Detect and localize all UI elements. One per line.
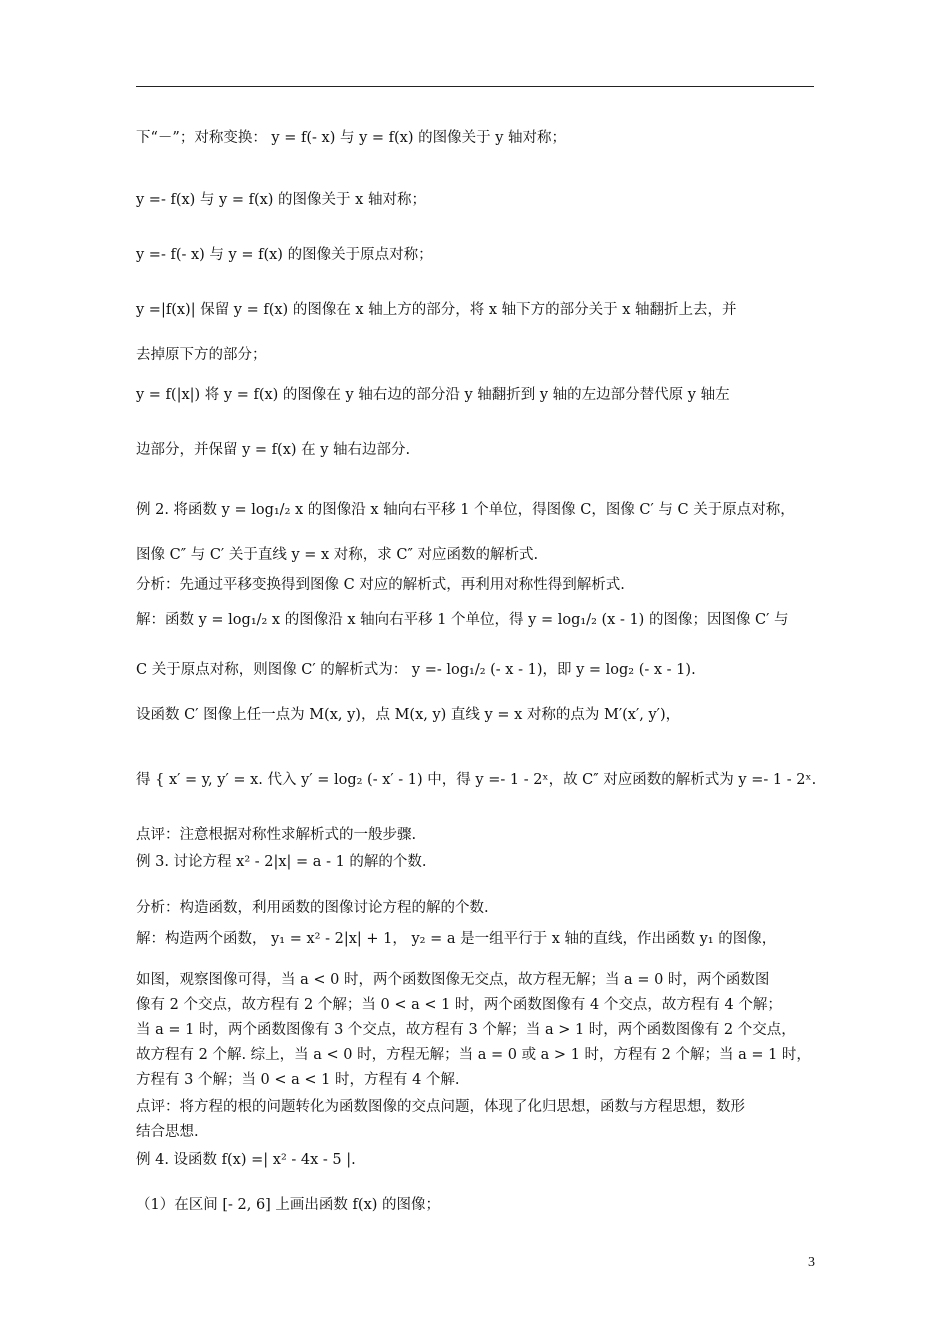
text-line: 去掉原下方的部分； — [136, 347, 267, 363]
text-line: 边部分，并保留 y = f(x) 在 y 轴右边部分. — [136, 442, 411, 458]
text-line: 解：函数 y = log₁/₂ x 的图像沿 x 轴向右平移 1 个单位，得 y = log₁/₂ (x - 1) 的图像；因图像 C′ 与 — [136, 612, 789, 628]
text-line: 点评：将方程的根的问题转化为函数图像的交点问题，体现了化归思想，函数与方程思想，数形 — [136, 1099, 745, 1115]
text-line: 方程有 3 个解；当 0 < a < 1 时，方程有 4 个解. — [136, 1072, 460, 1088]
text-line: 例 3. 讨论方程 x² - 2|x| = a - 1 的解的个数. — [136, 854, 427, 870]
text-line: 故方程有 2 个解. 综上，当 a < 0 时，方程无解；当 a = 0 或 a > 1 时，方程有 2 个解；当 a = 1 时， — [136, 1047, 811, 1063]
text-line: 点评：注意根据对称性求解析式的一般步骤. — [136, 827, 417, 843]
text-line: 分析：先通过平移变换得到图像 C 对应的解析式，再利用对称性得到解析式. — [136, 577, 625, 593]
text-line: y = f(|x|) 将 y = f(x) 的图像在 y 轴右边的部分沿 y 轴翻折到 y 轴的左边部分替代原 y 轴左 — [136, 387, 730, 403]
text-line: 分析：构造函数，利用函数的图像讨论方程的解的个数. — [136, 900, 489, 916]
header-rule — [136, 86, 814, 87]
text-line: 像有 2 个交点，故方程有 2 个解；当 0 < a < 1 时，两个函数图像有 4 个交点，故方程有 4 个解； — [136, 997, 782, 1013]
text-line: y =|f(x)| 保留 y = f(x) 的图像在 x 轴上方的部分，将 x 轴下方的部分关于 x 轴翻折上去，并 — [136, 302, 737, 318]
text-line: （1）在区间 [- 2, 6] 上画出函数 f(x) 的图像； — [136, 1197, 441, 1213]
text-line: 当 a = 1 时，两个函数图像有 3 个交点，故方程有 3 个解；当 a > 1 时，两个函数图像有 2 个交点， — [136, 1022, 796, 1038]
text-line: 例 2. 将函数 y = log₁/₂ x 的图像沿 x 轴向右平移 1 个单位，得图像 C，图像 C′ 与 C 关于原点对称， — [136, 502, 795, 518]
page-number: 3 — [808, 1255, 815, 1270]
text-line: 图像 C″ 与 C′ 关于直线 y = x 对称，求 C″ 对应函数的解析式. — [136, 547, 539, 563]
text-line: C 关于原点对称，则图像 C′ 的解析式为： y =- log₁/₂ (- x - 1)，即 y = log₂ (- x - 1). — [136, 662, 696, 678]
text-line: 结合思想. — [136, 1124, 199, 1140]
text-line: y =- f(- x) 与 y = f(x) 的图像关于原点对称； — [136, 247, 433, 263]
text-line: 得 { x′ = y, y′ = x. 代入 y′ = log₂ (- x′ - 1) 中，得 y =- 1 - 2ˣ，故 C″ 对应函数的解析式为 y =- 1 - 2ˣ. — [136, 772, 817, 788]
text-line: y =- f(x) 与 y = f(x) 的图像关于 x 轴对称； — [136, 192, 426, 208]
text-line: 下“－”；对称变换： y = f(- x) 与 y = f(x) 的图像关于 y 轴对称； — [136, 130, 567, 146]
text-line: 如图，观察图像可得，当 a < 0 时，两个函数图像无交点，故方程无解；当 a = 0 时，两个函数图 — [136, 972, 770, 988]
text-line: 设函数 C′ 图像上任一点为 M(x, y)，点 M(x, y) 直线 y = x 对称的点为 M′(x′, y′)， — [136, 707, 681, 723]
text-line: 例 4. 设函数 f(x) =| x² - 4x - 5 |. — [136, 1152, 356, 1168]
text-line: 解：构造两个函数， y₁ = x² - 2|x| + 1， y₂ = a 是一组平行于 x 轴的直线，作出函数 y₁ 的图像， — [136, 931, 777, 947]
